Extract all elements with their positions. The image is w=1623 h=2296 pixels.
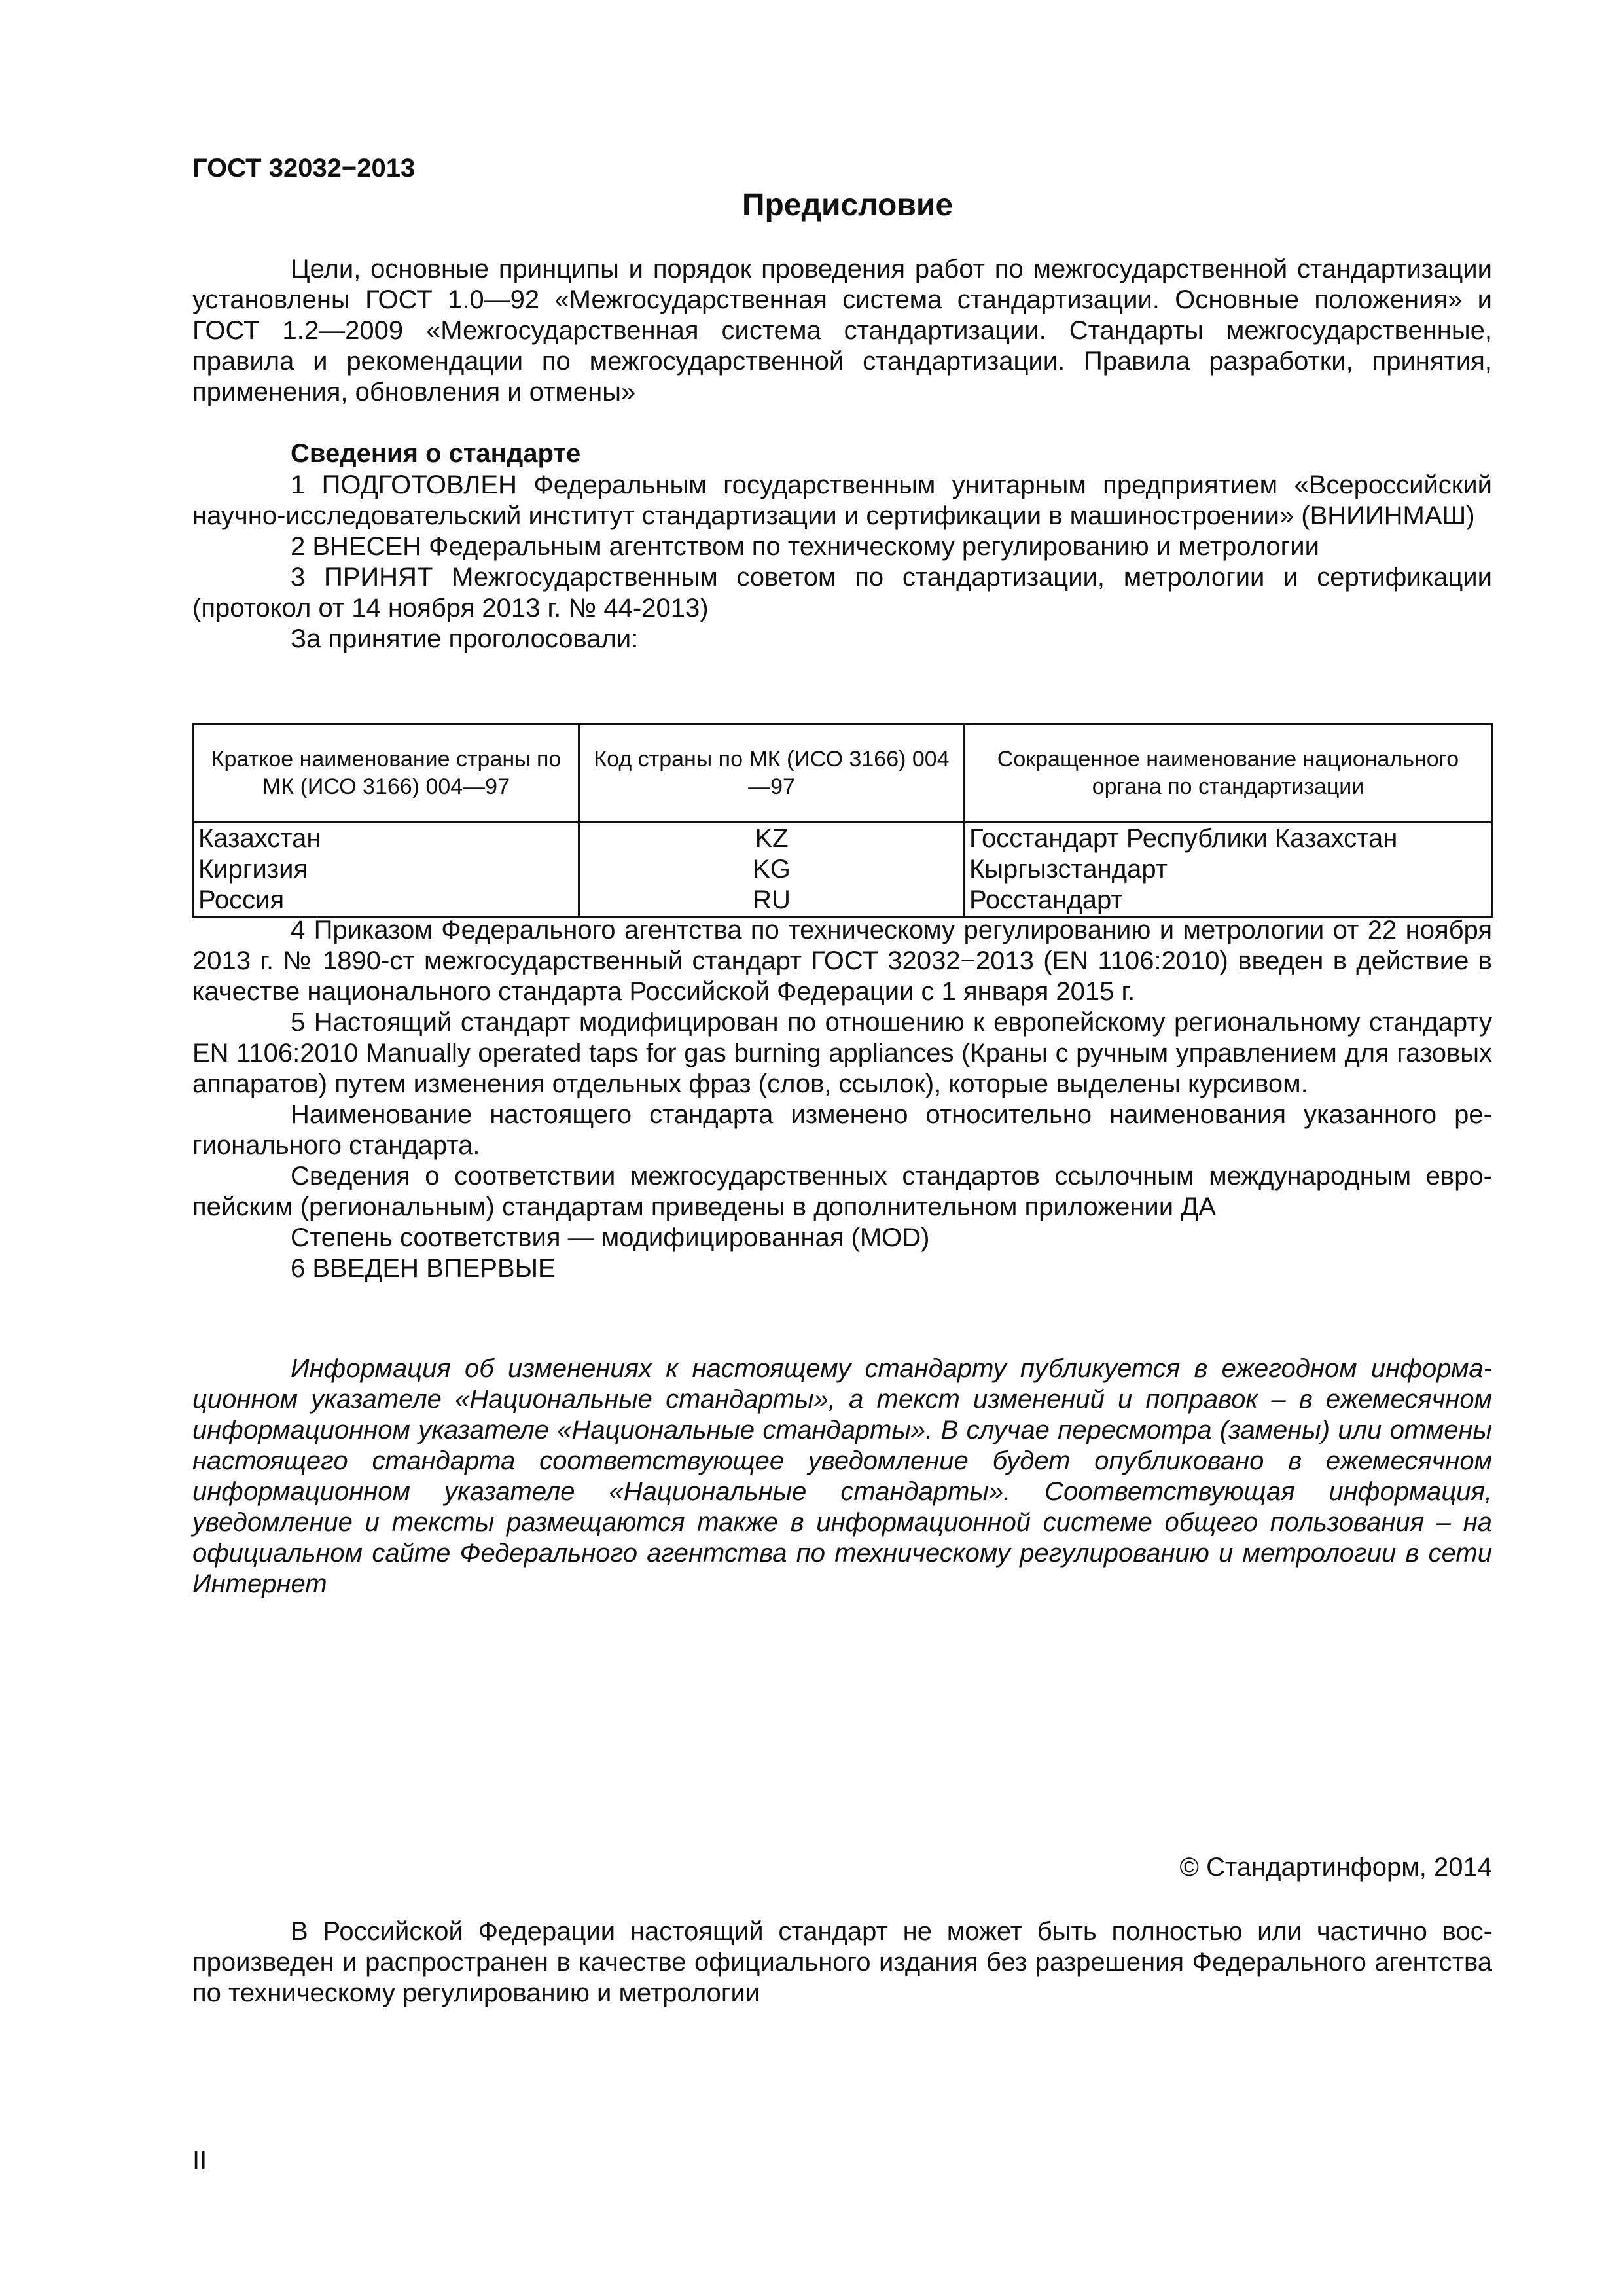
table-cell-code bbox=[579, 823, 965, 917]
changes-notice-text: Информация об изменениях к настоящему стандарту публикуется в ежегодном информационном указателе «Национальные стандарты», а текст изменений и поправок – в ежемесячном информационном указателе «Национальные стандарты». В случае пересмотра (замены) или отмены настоящего стандарта соответствующее уведомление будет опубликовано в ежемесячном информационном указателе «Национальные стандарты». Соответствующая информация, уведомление и тексты размещаются также в информационной системе общего пользования – на официальном сайте Федерального агентства по техническому регулированию и метрологии в сети Интернет bbox=[192, 1354, 1492, 1598]
country-name: Киргизия bbox=[198, 855, 308, 884]
country-name: Россия bbox=[198, 886, 285, 914]
info-item-5-degree: Степень соответствия — модифицированная (MOD) bbox=[291, 1223, 930, 1252]
intro-text: Цели, основные принципы и порядок проведения работ по межгосударственной стандартизации установлены ГОСТ 1.0—92 «Межгосударственная система стандартизации. Основные положения» и ГОСТ 1.2—2009 «Межгосударственная система стандартизации. Стандарты межгосударственные, правила и рекомендации по межгосударственной стандартизации. Правила разработки, принятия, применения, обновления и отмены» bbox=[192, 255, 1492, 406]
voting-countries-table bbox=[192, 723, 1493, 918]
intro-paragraph bbox=[192, 254, 1492, 408]
standard-info-list-continued bbox=[192, 915, 1492, 1284]
standards-body-name: Росстандарт bbox=[969, 886, 1123, 914]
info-item-5-refs: Сведения о соответствии межгосударственных стандартов ссылочным международным европейским (региональным) стандартам приведены в дополнительном приложении ДА bbox=[192, 1162, 1492, 1221]
reproduction-notice bbox=[192, 1916, 1492, 2009]
info-item-3: 3 ПРИНЯТ Межгосударственным советом по стандартизации, метрологии и сертификации (протокол от 14 ноября 2013 г. № 44-2013) bbox=[192, 563, 1492, 622]
copyright-line: © Стандартинформ, 2014 bbox=[1179, 1853, 1492, 1882]
voted-label: За принятие проголосовали: bbox=[291, 624, 639, 653]
info-item-5-name: Наименование настоящего стандарта изменено относительно наименования указанного регионального стандарта. bbox=[192, 1100, 1492, 1160]
country-code: KZ bbox=[755, 824, 789, 853]
changes-notice bbox=[192, 1354, 1492, 1600]
table-header-code: Код страны по МК (ИСО 3166) 004—97 bbox=[579, 724, 965, 823]
document-code: ГОСТ 32032−2013 bbox=[192, 154, 416, 183]
page-number: II bbox=[192, 2146, 207, 2175]
country-name: Казахстан bbox=[198, 824, 321, 853]
table-cell-country bbox=[194, 823, 579, 917]
country-code: RU bbox=[753, 886, 791, 914]
table-row bbox=[194, 823, 1492, 917]
standards-body-name: Госстандарт Республики Казахстан bbox=[969, 824, 1398, 853]
table-cell-body bbox=[965, 823, 1492, 917]
standard-info-heading: Сведения о стандарте bbox=[291, 439, 581, 468]
info-item-4: 4 Приказом Федерального агентства по техническому регулированию и метрологии от 22 ноября 2013 г. № 1890-ст межгосударственный стандарт ГОСТ 32032−2013 (EN 1106:2010) введен в действие в качестве национального стандарта Российской Федерации с 1 января 2015 г. bbox=[192, 916, 1492, 1006]
info-item-1: 1 ПОДГОТОВЛЕН Федеральным государственным унитарным предприятием «Всероссийский научно-исследовательский институт стандартизации и сертификации в машиностроении» (ВНИИНМАШ) bbox=[192, 471, 1492, 530]
info-item-2: 2 ВНЕСЕН Федеральным агентством по техническому регулированию и метрологии bbox=[291, 532, 1319, 561]
info-item-5: 5 Настоящий стандарт модифицирован по отношению к европейскому региональному стандарту EN 1106:2010 Manually operated taps for gas burning appliances (Краны с ручным управлением для газовых аппаратов) путем изменения отдельных фраз (слов, ссылок), которые выделены курсивом. bbox=[192, 1008, 1492, 1098]
standards-body-name: Кыргызстандарт bbox=[969, 855, 1168, 884]
table-header-body: Сокращенное наименование национального органа по стандартизации bbox=[965, 724, 1492, 823]
reproduction-text: В Российской Федерации настоящий стандарт не может быть полностью или частично воспроизведен и распространен в качестве официального издания без разрешения Федерального агентства по техническому регулированию и метрологии bbox=[192, 1917, 1492, 2007]
standard-info-list bbox=[192, 470, 1492, 655]
country-code: KG bbox=[753, 855, 791, 884]
page-title: Предисловие bbox=[741, 188, 954, 223]
table-header-row bbox=[194, 724, 1492, 823]
table-header-country: Краткое наименование страны по МК (ИСО 3166) 004—97 bbox=[194, 724, 579, 823]
info-item-6: 6 ВВЕДЕН ВПЕРВЫЕ bbox=[291, 1254, 556, 1283]
